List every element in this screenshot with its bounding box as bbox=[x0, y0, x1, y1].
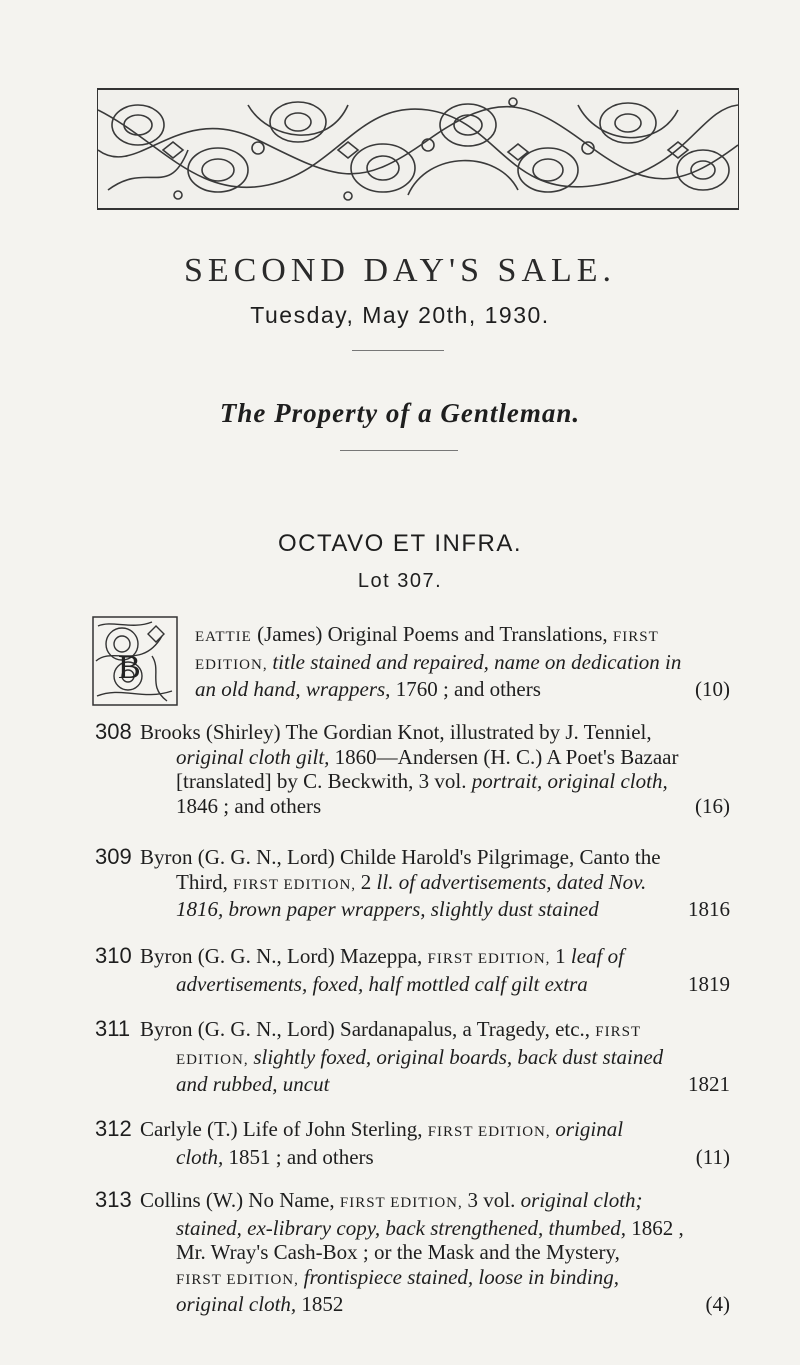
lot-text: 1 bbox=[555, 944, 571, 968]
lot-text: ll. of advertisements, dated Nov. bbox=[376, 869, 647, 894]
owner-title: The Property of a Gentleman. bbox=[219, 398, 581, 428]
lot-line bbox=[140, 1188, 730, 1216]
lot-count: 1819 bbox=[688, 971, 730, 996]
lot-text: EATTIE bbox=[195, 629, 252, 645]
lot-number: 309 bbox=[95, 844, 132, 869]
lot-entry bbox=[95, 1016, 730, 1097]
lot-count: (4) bbox=[705, 1292, 730, 1316]
lot-number: 311 bbox=[95, 1016, 131, 1041]
lot-text: Collins (W.) No Name, bbox=[140, 1188, 340, 1212]
lot-text: cloth, bbox=[176, 1144, 229, 1169]
lot-line bbox=[140, 1216, 730, 1241]
initial-b-ornament-icon bbox=[92, 616, 178, 706]
lot-line bbox=[140, 1240, 730, 1265]
lot-text: slightly foxed, original boards, back dust stained bbox=[253, 1044, 664, 1069]
lot-text: Byron (G. G. N., Lord) Sardanapalus, a Tragedy, etc., bbox=[140, 1017, 596, 1041]
lot-text: Mr. Wray's Cash-Box ; or the Mask and the Mystery, bbox=[176, 1240, 620, 1264]
lot-text: FIRST bbox=[612, 629, 659, 645]
divider bbox=[340, 450, 458, 451]
lot-count: (10) bbox=[695, 677, 730, 701]
lot-text: frontispiece stained, loose in binding, bbox=[303, 1264, 619, 1289]
lot-text: and rubbed, uncut bbox=[176, 1072, 330, 1096]
lot-line bbox=[140, 870, 730, 898]
lot-entry bbox=[95, 1116, 730, 1169]
lot-line bbox=[140, 1017, 730, 1045]
lot-text: 1816, brown paper wrappers, slightly dust stained bbox=[176, 897, 599, 921]
lot-text: title stained and repaired, name on dedication in bbox=[272, 649, 682, 674]
lot-text: 1851 ; and others bbox=[228, 1144, 374, 1169]
lot-line bbox=[140, 972, 730, 997]
lot-number: 312 bbox=[95, 1116, 132, 1141]
lot-number: 313 bbox=[95, 1187, 132, 1212]
lot-text: Carlyle (T.) Life of John Sterling, bbox=[140, 1117, 428, 1141]
ornament-pattern-icon bbox=[98, 90, 738, 208]
lot-count: 1816 bbox=[688, 897, 730, 921]
lot-line bbox=[140, 944, 730, 972]
decorated-initial bbox=[92, 616, 178, 706]
lot-text: FIRST EDITION, bbox=[339, 1195, 468, 1211]
lot-entry bbox=[95, 943, 730, 996]
lot-line bbox=[140, 1045, 730, 1073]
lot-text: 1862 , bbox=[631, 1215, 684, 1240]
lot-text: FIRST EDITION, bbox=[233, 876, 361, 893]
lot-entry bbox=[195, 622, 730, 702]
lot-line bbox=[140, 1117, 730, 1145]
lot-reference: Lot 307. bbox=[357, 570, 443, 592]
divider bbox=[352, 350, 444, 351]
lot-line bbox=[195, 650, 730, 678]
lot-text: advertisements, foxed, half mottled calf gilt extra bbox=[176, 971, 588, 996]
lot-line bbox=[140, 1145, 730, 1170]
lot-text: original bbox=[555, 1117, 624, 1141]
lot-text: 1860—Andersen (H. C.) A Poet's Bazaar bbox=[334, 744, 679, 769]
lot-text: original cloth, bbox=[176, 1292, 302, 1316]
lot-text: 1760 ; and others bbox=[395, 677, 541, 701]
lot-entry bbox=[95, 1187, 730, 1317]
lot-text: an old hand, wrappers, bbox=[195, 677, 396, 701]
lot-text: original cloth; bbox=[520, 1188, 643, 1212]
series-title: OCTAVO ET INFRA. bbox=[277, 530, 523, 557]
lot-text: EDITION, bbox=[176, 1051, 254, 1068]
lot-line bbox=[140, 1292, 730, 1317]
lot-line bbox=[140, 794, 730, 819]
lot-text: FIRST EDITION, bbox=[427, 951, 556, 967]
lot-text: leaf of bbox=[570, 944, 624, 968]
lot-line bbox=[140, 720, 730, 745]
lot-line bbox=[195, 622, 730, 650]
lot-count: (16) bbox=[695, 793, 730, 818]
lot-text: original cloth gilt, bbox=[176, 744, 335, 769]
lot-text: stained, ex-library copy, back strengthened, thumbed, bbox=[176, 1215, 632, 1240]
lot-line bbox=[140, 769, 730, 794]
lot-number: 308 bbox=[95, 719, 132, 744]
lot-line bbox=[140, 745, 730, 770]
lot-line bbox=[140, 845, 730, 870]
lot-line bbox=[140, 1265, 730, 1293]
lot-text: [translated] by C. Beckwith, 3 vol. bbox=[176, 769, 472, 793]
lot-entry bbox=[95, 844, 730, 922]
sale-date: Tuesday, May 20th, 1930. bbox=[250, 302, 550, 328]
lot-line bbox=[140, 1072, 730, 1097]
lot-text: 2 bbox=[360, 869, 377, 894]
lot-text: portrait, original cloth, bbox=[471, 769, 668, 793]
lot-text: FIRST bbox=[595, 1024, 642, 1040]
lot-text: FIRST EDITION, bbox=[427, 1124, 556, 1140]
lot-text: EDITION, bbox=[195, 656, 273, 673]
lot-text: 3 vol. bbox=[467, 1188, 521, 1212]
lot-text: Byron (G. G. N., Lord) Childe Harold's Pilgrimage, Canto the bbox=[140, 845, 661, 869]
lot-text: (James) Original Poems and Translations, bbox=[251, 622, 613, 646]
lot-text: Third, bbox=[176, 869, 234, 894]
lot-count: 1821 bbox=[688, 1072, 730, 1096]
lot-line bbox=[195, 677, 730, 702]
sale-heading: SECOND DAY'S SALE. bbox=[183, 252, 617, 289]
lot-text: 1852 bbox=[301, 1292, 344, 1316]
svg-text:B: B bbox=[118, 649, 141, 686]
lot-line bbox=[140, 897, 730, 922]
lot-text: Brooks (Shirley) The Gordian Knot, illustrated by J. Tenniel, bbox=[140, 720, 652, 744]
lot-text: 1846 ; and others bbox=[176, 793, 322, 818]
lot-entry bbox=[95, 719, 730, 818]
lot-text: FIRST EDITION, bbox=[176, 1271, 304, 1288]
lot-number: 310 bbox=[95, 943, 132, 968]
lot-text: Byron (G. G. N., Lord) Mazeppa, bbox=[140, 944, 428, 968]
lot-count: (11) bbox=[695, 1144, 730, 1169]
ornamental-banner bbox=[97, 88, 739, 210]
